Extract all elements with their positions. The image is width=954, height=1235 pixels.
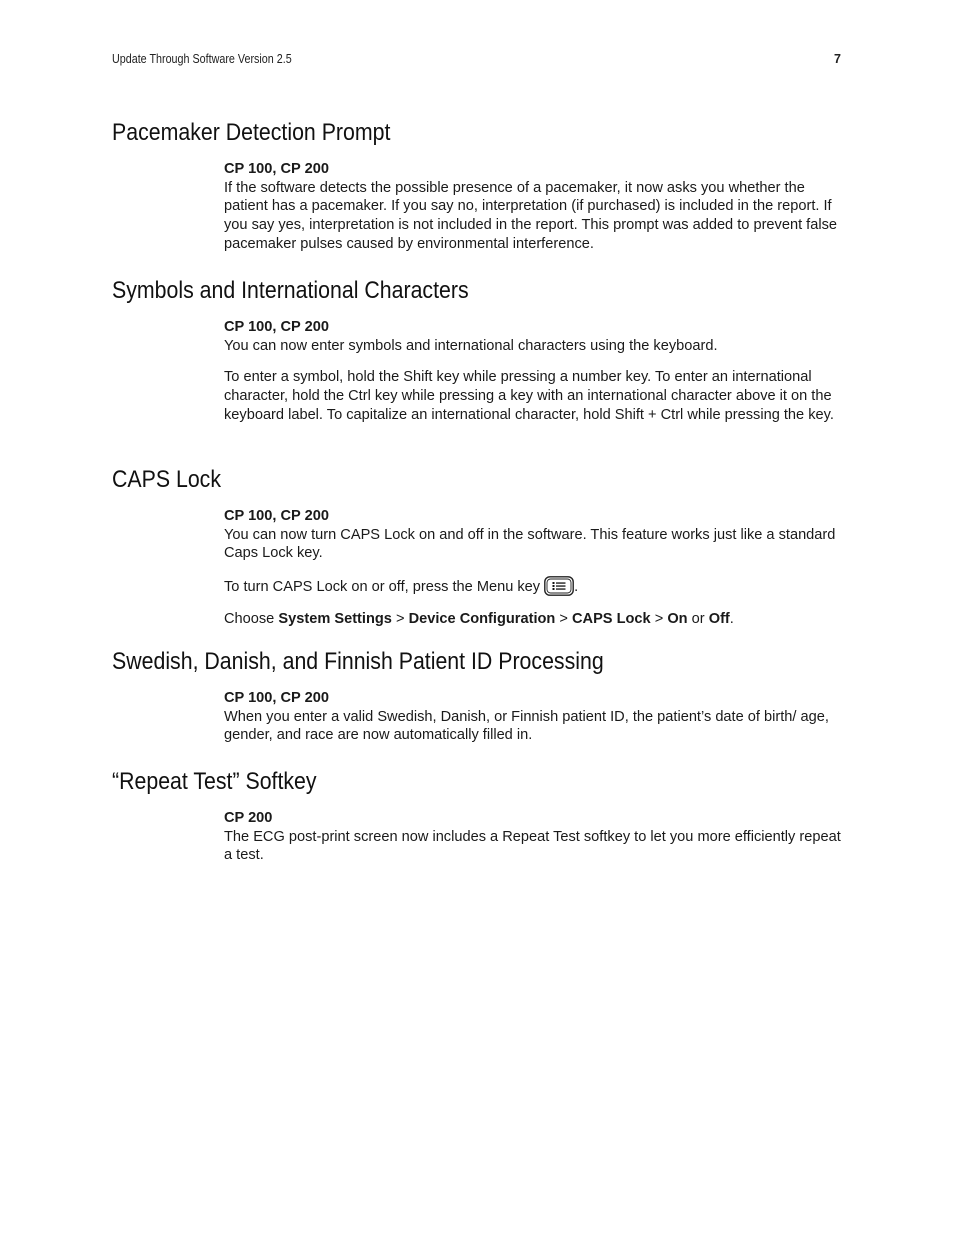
menu-key-text: To turn CAPS Lock on or off, press the Menu key: [224, 579, 541, 596]
menu-key-instruction: [224, 576, 842, 597]
section-body: [224, 160, 842, 254]
paragraph: The ECG post-print screen now includes a Repeat Test softkey to let you more efficiently repeat a test.: [224, 828, 841, 864]
path-step-caps-lock: CAPS Lock: [572, 610, 651, 627]
path-or: or: [691, 610, 705, 627]
paragraph: To enter a symbol, hold the Shift key while pressing a number key. To enter an international character, hold the Ctrl key while pressing a key with an international character above it on the keyboard label. To capitalize an international character, hold Shift + Ctrl while pressing the key.: [224, 369, 834, 423]
sentence-end: .: [729, 610, 734, 627]
path-option-off: Off: [708, 610, 730, 627]
section-pacemaker-detection: [112, 118, 842, 254]
sentence-end: .: [574, 579, 579, 596]
section-body: [224, 507, 842, 629]
running-header: [112, 52, 841, 70]
path-choose: Choose: [224, 610, 275, 627]
section-heading: Pacemaker Detection Prompt: [112, 119, 391, 146]
paragraph: You can now enter symbols and international characters using the keyboard.: [224, 337, 718, 354]
paragraph: If the software detects the possible presence of a pacemaker, it now asks you whether the patient has a pacemaker. If you say no, interpretation (if purchased) is included in the report. If you say yes, interpretation is not included in the report. This prompt was added to prevent false pacemaker pulses caused by environmental interference.: [224, 179, 838, 252]
section-patient-id-processing: [112, 647, 842, 745]
running-title: Update Through Software Version 2.5: [112, 52, 292, 66]
path-step-system-settings: System Settings: [278, 610, 392, 627]
page-number: 7: [834, 52, 841, 66]
product-label: CP 100, CP 200: [224, 690, 329, 706]
menu-path-instruction: [224, 610, 842, 629]
section-heading: Swedish, Danish, and Finnish Patient ID Processing: [112, 648, 604, 675]
section-body: [224, 318, 842, 425]
section-heading: CAPS Lock: [112, 466, 221, 493]
menu-key-icon: [544, 576, 574, 596]
path-step-device-configuration: Device Configuration: [408, 610, 556, 627]
path-option-on: On: [667, 610, 688, 627]
section-body: [224, 689, 842, 745]
section-heading: Symbols and International Characters: [112, 277, 469, 304]
section-heading: “Repeat Test” Softkey: [112, 768, 317, 795]
paragraph: You can now turn CAPS Lock on and off in the software. This feature works just like a standard Caps Lock key.: [224, 526, 836, 562]
path-separator: >: [559, 610, 568, 627]
product-label: CP 100, CP 200: [224, 161, 329, 177]
paragraph: When you enter a valid Swedish, Danish, or Finnish patient ID, the patient’s date of birth/ age, gender, and race are now automatically filled in.: [224, 708, 829, 744]
product-label: CP 200: [224, 810, 273, 826]
section-caps-lock: [112, 465, 842, 629]
section-repeat-test-softkey: [112, 767, 842, 865]
product-label: CP 100, CP 200: [224, 508, 329, 524]
product-label: CP 100, CP 200: [224, 319, 329, 335]
path-separator: >: [395, 610, 405, 627]
section-symbols-international: [112, 276, 842, 425]
section-body: [224, 809, 842, 865]
path-separator: >: [654, 610, 664, 627]
